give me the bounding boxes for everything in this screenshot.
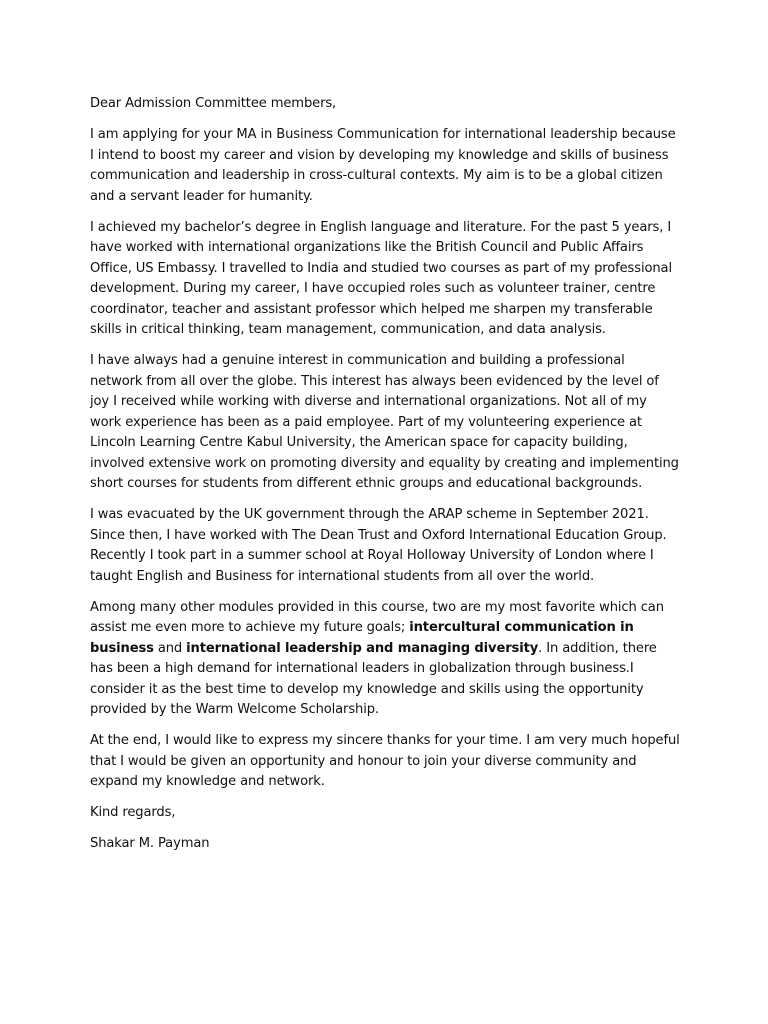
paragraph-interest: I have always had a genuine interest in communication and building a professional network from all over the globe. This interest has always been evidenced by the level of joy I received while working with diverse and international organizations. Not all of my work experience has been as a paid employee. Part of my volunteering experience at Lincoln Learning Centre Kabul University, the American space for capacity building, involved extensive work on promoting diversity and equality by creating and implementing short courses for students from different ethnic groups and educational backgrounds. (90, 353, 679, 491)
paragraph-background: I achieved my bachelor’s degree in English language and literature. For the past 5 years, I have worked with international organizations like the British Council and Public Affairs Office, US Embassy. I travelled to India and studied two courses as part of my professional development. During my career, I have occupied roles such as volunteer trainer, centre coordinator, teacher and assistant professor which helped me sharpen my transferable skills in critical thinking, team management, communication, and data analysis. (90, 219, 672, 337)
modules-text-2: and (153, 640, 187, 656)
closing: Kind regards, (90, 805, 176, 820)
paragraph-evacuation: I was evacuated by the UK government through the ARAP scheme in September 2021. Since then, I have worked with The Dean Trust and Oxford International Education Group. Recently I took part in a summer school at Royal Holloway University of London where I taught English and Business for international students from all over the world. (90, 507, 667, 584)
salutation: Dear Admission Committee members, (90, 96, 337, 111)
paragraph-modules (90, 598, 680, 721)
paragraph-thanks: At the end, I would like to express my sincere thanks for your time. I am very much hopeful that I would be given an opportunity and honour to join your diverse community and expand my knowledge and network. (90, 733, 680, 789)
modules-text-3: . In addition, there has been a high demand for international leaders in globalization through business.I consider it as the best time to develop my knowledge and skills using the opportunity provided by the Warm Welcome Scholarship. (90, 640, 657, 717)
modules-text-1: Among many other modules provided in this course, two are my most favorite which can assist me even more to achieve my future goals; (90, 599, 664, 635)
module-international-leadership: international leadership and managing diversity (186, 640, 539, 656)
signature: Shakar M. Payman (90, 836, 210, 851)
paragraph-intro: I am applying for your MA in Business Communication for international leadership because I intend to boost my career and vision by developing my knowledge and skills of business communication and leadership in cross-cultural contexts. My aim is to be a global citizen and a servant leader for humanity. (90, 127, 676, 204)
module-intercultural-communication: intercultural communication in business (90, 620, 634, 656)
